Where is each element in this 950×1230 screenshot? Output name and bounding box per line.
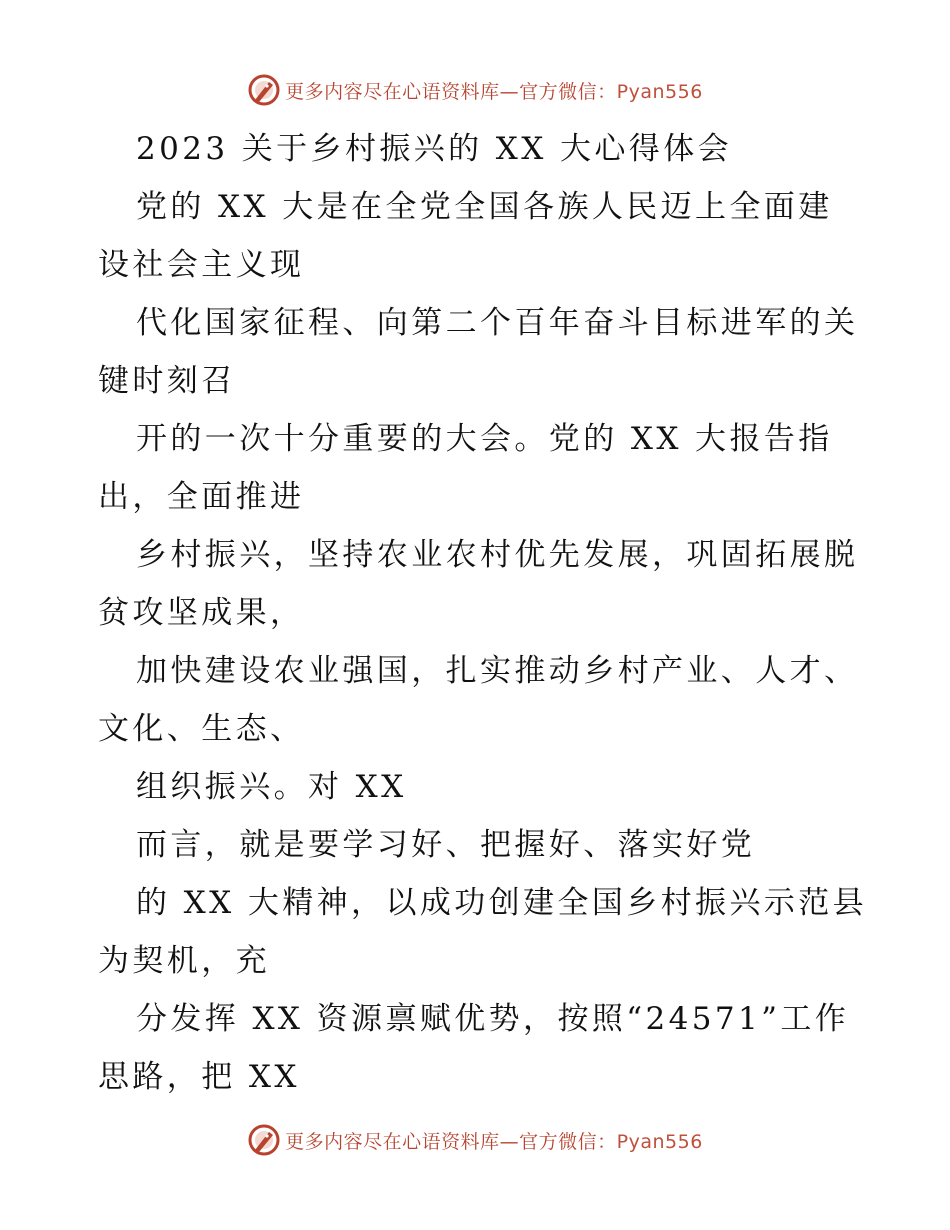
- paragraph-line: 文化、生态、: [98, 711, 305, 747]
- paragraph-line: 分发挥 XX 资源禀赋优势，按照“24571”工作: [136, 1001, 850, 1037]
- pen-nib-circle-icon: [247, 1123, 281, 1157]
- paragraph-line: 代化国家征程、向第二个百年奋斗目标进军的关: [136, 305, 859, 341]
- document-body: [98, 120, 868, 1106]
- wechat-id: Pyan556: [616, 80, 703, 103]
- paragraph-line: 乡村振兴，坚持农业农村优先发展，巩固拓展脱: [136, 537, 859, 573]
- banner-text: [285, 77, 703, 104]
- paragraph-line: 而言，就是要学习好、把握好、落实好党: [136, 827, 756, 863]
- wechat-id: Pyan556: [616, 1130, 703, 1153]
- document-title: 2023 关于乡村振兴的 XX 大心得体会: [136, 131, 732, 167]
- banner-label: 更多内容尽在心语资料库—官方微信：: [285, 80, 617, 103]
- paragraph-line: 贫攻坚成果，: [98, 595, 305, 631]
- banner-label: 更多内容尽在心语资料库—官方微信：: [285, 1130, 617, 1153]
- header-banner: [0, 70, 950, 110]
- paragraph-line: 思路，把 XX: [98, 1059, 300, 1095]
- paragraph-line: 为契机，充: [98, 943, 270, 979]
- paragraph-line: 的 XX 大精神，以成功创建全国乡村振兴示范县: [136, 885, 868, 921]
- banner-text: [285, 1127, 703, 1154]
- paragraph-line: 设社会主义现: [98, 247, 305, 283]
- paragraph-line: 开的一次十分重要的大会。党的 XX 大报告指: [136, 421, 833, 457]
- paragraph-line: 组织振兴。对 XX: [136, 769, 407, 805]
- paragraph-line: 键时刻召: [98, 363, 236, 399]
- paragraph-line: 党的 XX 大是在全党全国各族人民迈上全面建: [136, 189, 833, 225]
- paragraph-line: 出，全面推进: [98, 479, 305, 515]
- paragraph-line: 加快建设农业强国，扎实推动乡村产业、人才、: [136, 653, 859, 689]
- footer-banner: [0, 1120, 950, 1160]
- pen-nib-circle-icon: [247, 73, 281, 107]
